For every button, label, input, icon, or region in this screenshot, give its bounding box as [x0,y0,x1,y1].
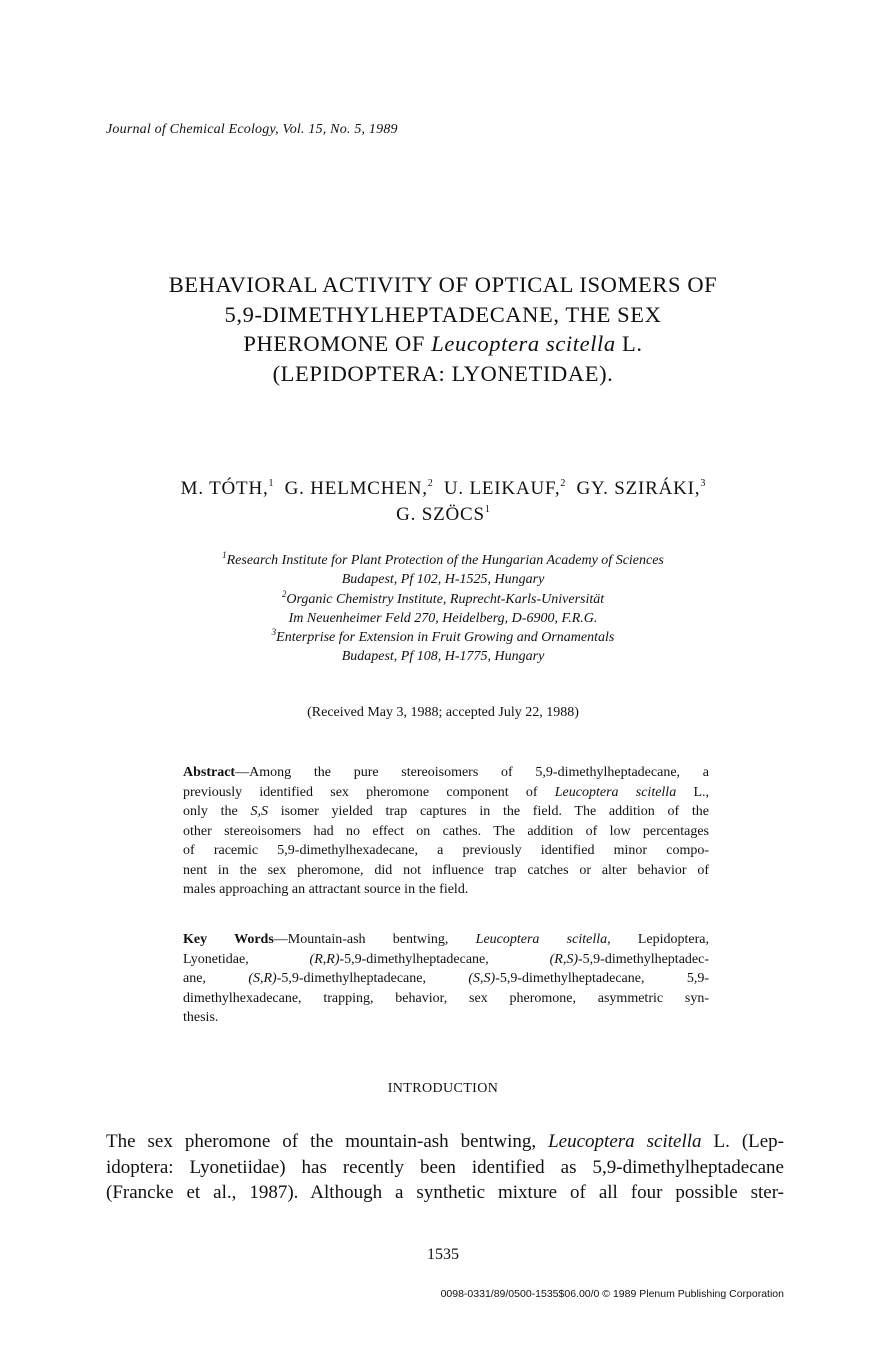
author-szocs: G. SZÖCS [396,504,485,525]
journal-citation: Journal of Chemical Ecology, Vol. 15, No. 5, 1989 [106,122,398,137]
keywords-line: Lyonetidae, (R,R)-5,9-dimethylheptadecane, (R,S)-5,9-dimethylheptadec- [183,951,710,967]
key-words [183,930,709,1028]
author-list [100,476,786,528]
author-helmchen: G. HELMCHEN, [284,478,428,499]
keywords-label: Key Words [183,932,274,947]
abstract-line: nent in the sex pheromone, did not influence trap catches or alter behavior of [183,862,709,878]
affiliation-2-line-2: Im Neuenheimer Feld 270, Heidelberg, D-6900, F.R.G. [288,610,598,626]
affiliation-2-line-1: $^2$Organic Chemistry Institute, Ruprecht-Karls-Universität [281,588,605,607]
abstract-line: males approaching an attractant source in the field. [183,882,469,897]
authors-line-1: M. TÓTH,$^1$ G. HELMCHEN,$^2$ U. LEIKAUF,$^2$ GY. SZIRÁKI,$^3$ [180,478,706,499]
keywords-line: ane, (S,R)-5,9-dimethylheptadecane, (S,S)-5,9-dimethylheptadecane, 5,9- [183,971,709,986]
affiliation-3-line-1: $^3$Enterprise for Extension in Fruit Growing and Ornamentals [271,627,615,646]
author-sziraki: GY. SZIRÁKI, [576,478,701,499]
abstract-line: other stereoisomers had no effect on cathes. The addition of low percentages [183,823,709,839]
section-heading-introduction: INTRODUCTION [387,1081,499,1096]
title-line-2: 5,9-DIMETHYLHEPTADECANE, THE SEX [224,301,662,327]
keywords-line: thesis. [183,1010,219,1025]
abstract-line: Abstract—Among the pure stereoisomers of 5,9-dimethylheptadecane, a [183,765,709,780]
title-species: Leucoptera scitella [431,331,616,356]
abstract-line: of racemic 5,9-dimethylhexadecane, a previously identified minor compo- [183,843,709,858]
authors-line-2: G. SZÖCS$^1$ [396,504,490,525]
keywords-line: Key Words—Mountain-ash bentwing, Leucoptera scitella, Lepidoptera, [183,932,709,947]
introduction-text [106,1129,784,1206]
affiliation-1-line-1: $^1$Research Institute for Plant Protection of the Hungarian Academy of Sciences [222,550,664,568]
abstract-line: previously identified sex pheromone component of Leucoptera scitella L., [183,784,710,800]
received-dates: (Received May 3, 1988; accepted July 22, 1988) [307,705,579,720]
article-title [100,270,786,388]
abstract [183,763,709,900]
abstract-line: only the S,S isomer yielded trap captures in the field. The addition of the [183,804,710,819]
title-line-1: BEHAVIORAL ACTIVITY OF OPTICAL ISOMERS OF [168,272,718,297]
page-number: 1535 [427,1246,459,1263]
title-line-4: (LEPIDOPTERA: LYONETIDAE). [272,360,614,386]
author-toth: M. TÓTH, [180,478,269,499]
affiliation-3-line-2: Budapest, Pf 108, H-1775, Hungary [341,649,545,665]
copyright-footer: 0098-0331/89/0500-1535$06.00/0 © 1989 Plenum Publishing Corporation [440,1288,784,1300]
affiliations [100,551,786,667]
intro-line: The sex pheromone of the mountain-ash bentwing, Leucoptera scitella L. (Lep- [106,1131,785,1152]
author-leikauf: U. LEIKAUF, [443,478,561,499]
intro-line: (Francke et al., 1987). Although a synthetic mixture of all four possible ster- [106,1182,784,1203]
abstract-label: Abstract [183,765,236,780]
keywords-line: dimethylhexadecane, trapping, behavior, sex pheromone, asymmetric syn- [183,990,709,1006]
affiliation-1-line-2: Budapest, Pf 102, H-1525, Hungary [341,572,545,588]
intro-line: idoptera: Lyonetiidae) has recently been identified as 5,9-dimethylheptadecane [106,1156,784,1178]
title-line-3: PHEROMONE OF Leucoptera scitella L. [243,331,643,356]
